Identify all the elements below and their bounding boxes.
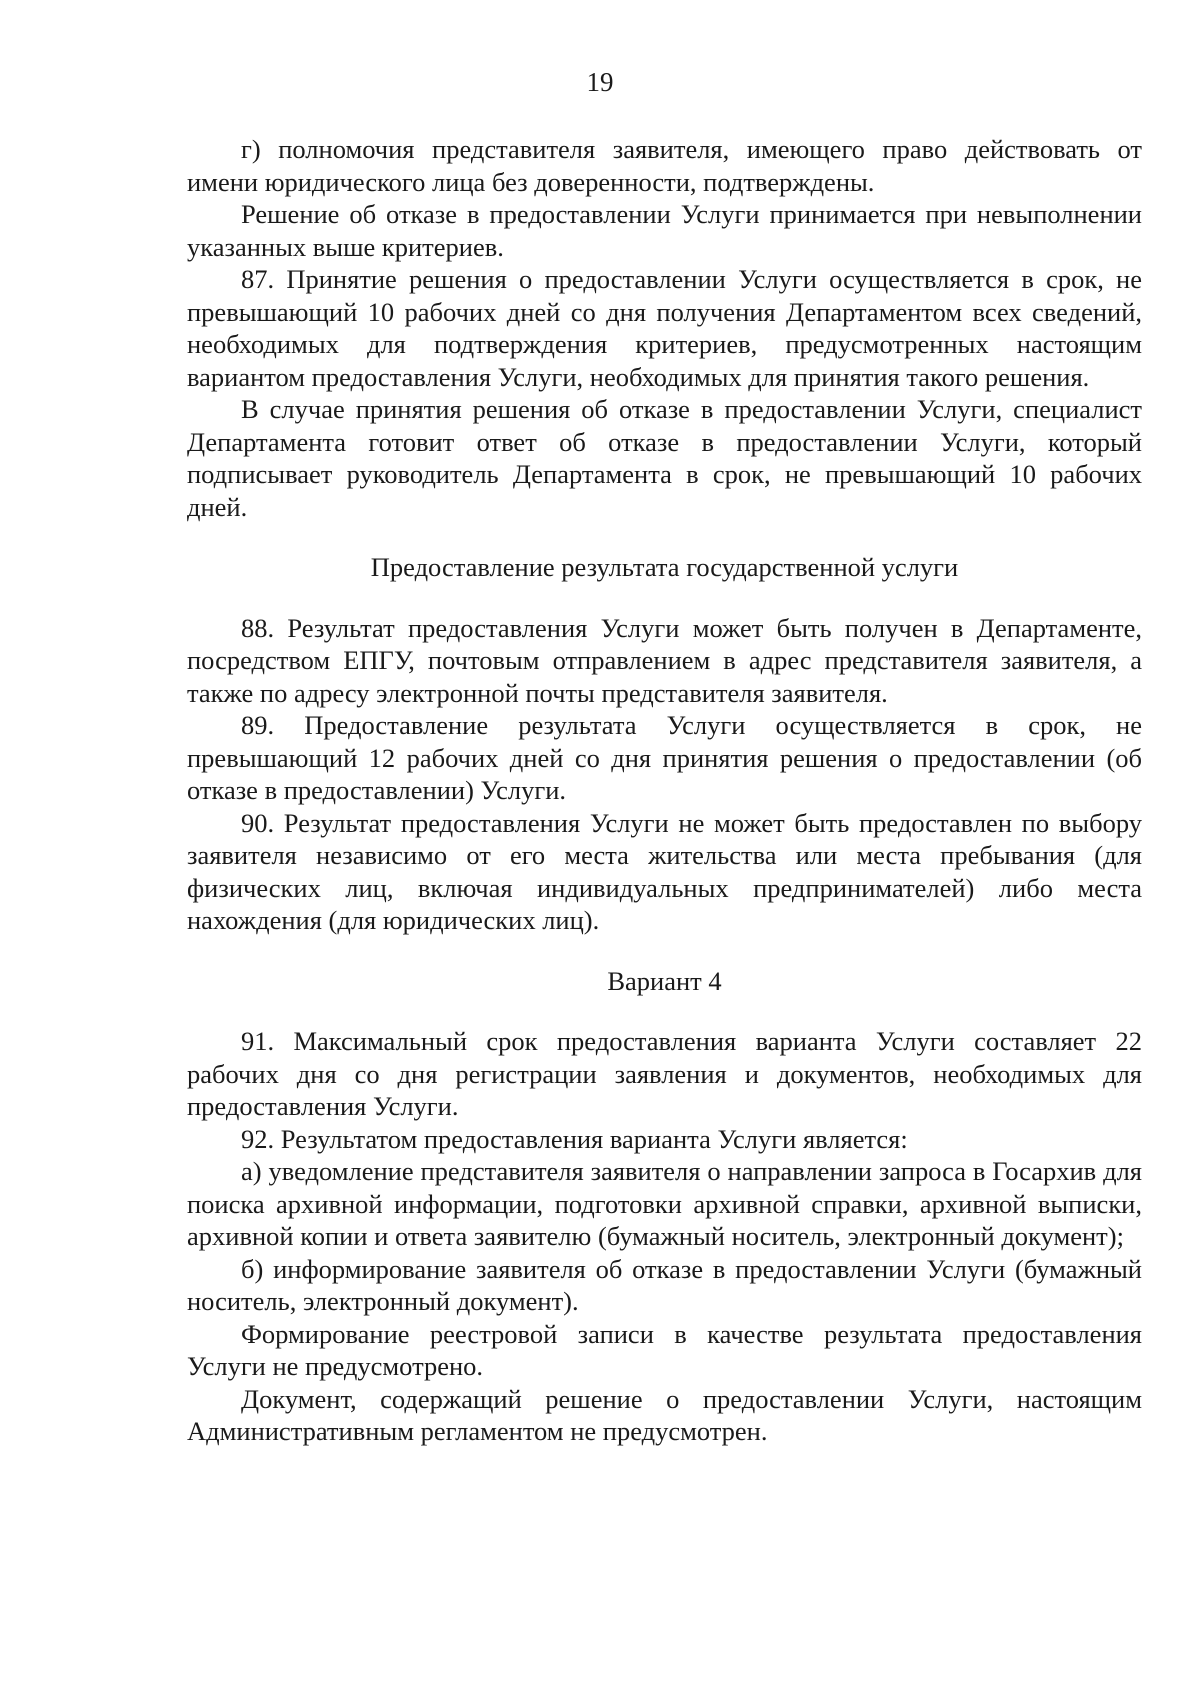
paragraph-g-authority: г) полномочия представителя заявителя, имеющего право действовать от имени юридического лица без доверенности, подтверждены. (187, 134, 1142, 197)
page-number: 19 (586, 67, 614, 97)
paragraph-refusal-answer: В случае принятия решения об отказе в предоставлении Услуги, специалист Департамента готовит ответ об отказе в предоставлении Услуги, который подписывает руководитель Департамента в срок, не превышающий 10 рабочих дней. (187, 394, 1142, 522)
paragraph-92-a: а) уведомление представителя заявителя о направлении запроса в Госархив для поиска архивной информации, подготовки архивной справки, архивной выписки, архивной копии и ответа заявителю (бумажный носитель, электронный документ); (187, 1156, 1142, 1251)
paragraph-92: 92. Результатом предоставления варианта Услуги является: (241, 1123, 908, 1154)
section-heading-variant-4: Вариант 4 (607, 965, 722, 996)
paragraph-88: 88. Результат предоставления Услуги может быть получен в Департаменте, посредством ЕПГУ, почтовым отправлением в адрес представителя заявителя, а также по адресу электронной почты представителя заявителя. (187, 612, 1142, 708)
paragraph-registry-record: Формирование реестровой записи в качестве результата предоставления Услуги не предусмотрено. (187, 1318, 1142, 1381)
paragraph-decision-document: Документ, содержащий решение о предоставлении Услуги, настоящим Административным регламентом не предусмотрен. (187, 1383, 1142, 1446)
section-heading-result: Предоставление результата государственной услуги (370, 552, 959, 582)
paragraph-90: 90. Результат предоставления Услуги не может быть предоставлен по выбору заявителя независимо от его места жительства или места пребывания (для физических лиц, включая индивидуальных предпринимателей) либо места нахождения (для юридических лиц). (187, 807, 1142, 935)
paragraph-91: 91. Максимальный срок предоставления варианта Услуги составляет 22 рабочих дня со дня регистрации заявления и документов, необходимых для предоставления Услуги. (187, 1026, 1142, 1121)
document-body (187, 133, 1142, 1448)
paragraph-87: 87. Принятие решения о предоставлении Услуги осуществляется в срок, не превышающий 10 рабочих дней со дня получения Департаментом всех сведений, необходимых для подтверждения критериев, предусмотренных настоящим вариантом предоставления Услуги, необходимых для принятия такого решения. (187, 264, 1142, 392)
paragraph-92-b: б) информирование заявителя об отказе в предоставлении Услуги (бумажный носитель, электронный документ). (187, 1253, 1142, 1316)
paragraph-refusal-criteria: Решение об отказе в предоставлении Услуги принимается при невыполнении указанных выше критериев. (187, 199, 1142, 262)
paragraph-89: 89. Предоставление результата Услуги осуществляется в срок, не превышающий 12 рабочих дней со дня принятия решения о предоставлении (об отказе в предоставлении) Услуги. (187, 710, 1142, 805)
